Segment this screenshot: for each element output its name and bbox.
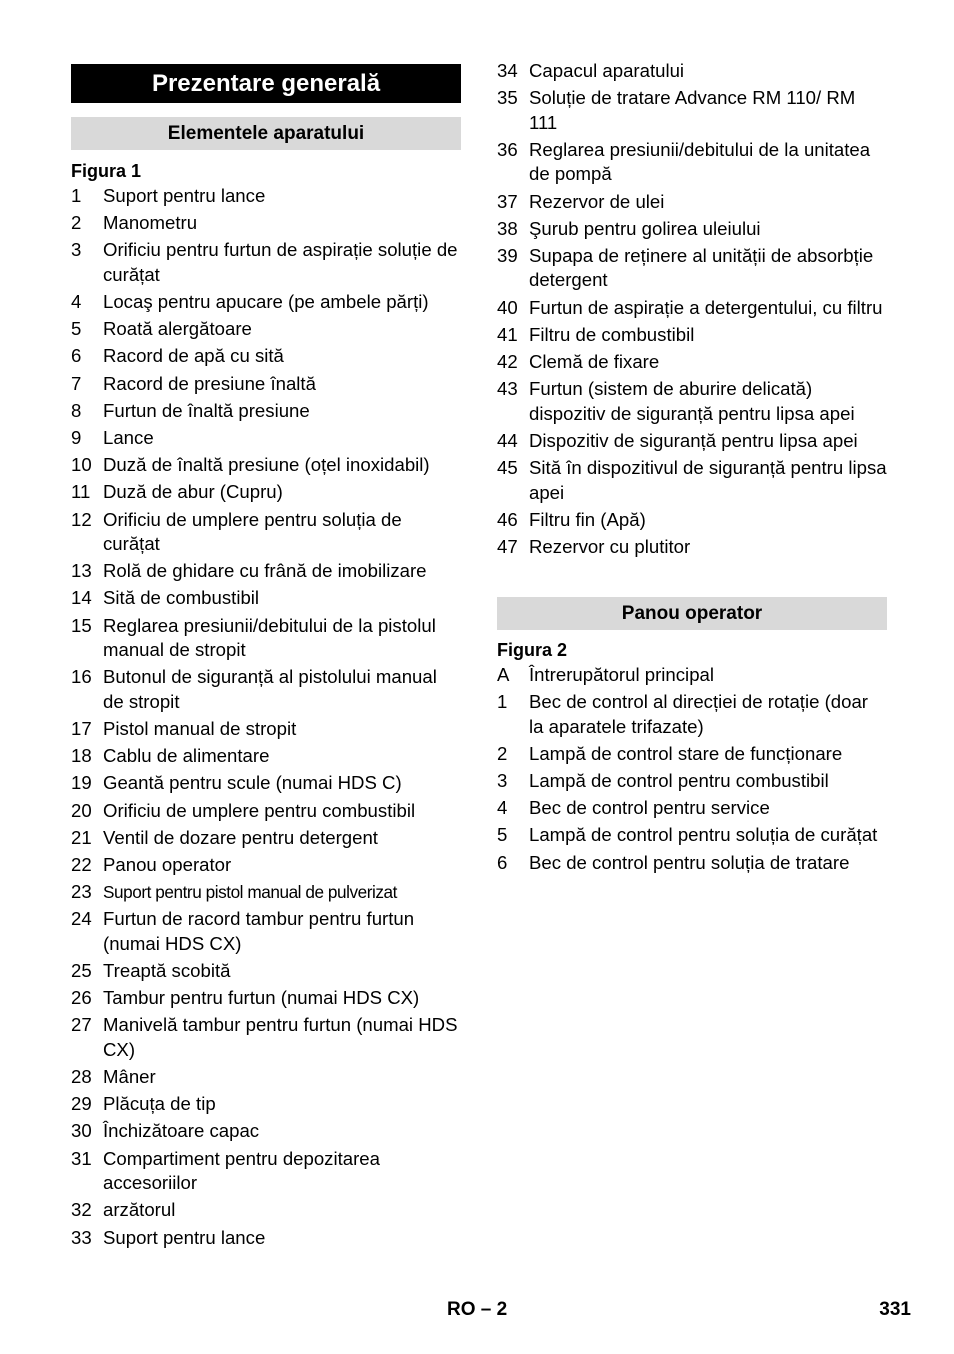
list-item: [71, 717, 461, 742]
item-number: 44: [497, 429, 518, 451]
item-number: 20: [71, 799, 92, 821]
list-item: [497, 508, 887, 533]
list-item: [71, 1119, 461, 1144]
item-number: 12: [71, 508, 92, 530]
item-text: Lance: [103, 427, 154, 448]
list-item: [71, 986, 461, 1011]
item-number: 21: [71, 826, 92, 848]
item-number: 41: [497, 323, 518, 345]
item-number: 11: [71, 481, 91, 503]
item-number: 25: [71, 960, 92, 981]
item-number: 6: [71, 345, 82, 367]
item-text: Rezervor cu plutitor: [529, 535, 691, 557]
list-item: [71, 614, 461, 663]
item-number: 9: [71, 427, 82, 448]
item-text: Cablu de alimentare: [103, 745, 270, 767]
item-text: Furtun de înaltă presiune: [103, 399, 310, 421]
item-number: 1: [71, 185, 82, 206]
item-number: 19: [71, 772, 92, 794]
item-text: Bec de control al direcției de rotație (doar la aparatele trifazate): [529, 691, 868, 737]
item-text: Duză de abur (Cupru): [103, 481, 283, 503]
item-text: Plăcuța de tip: [103, 1093, 216, 1115]
item-number: 3: [497, 770, 508, 792]
item-number: 31: [71, 1147, 92, 1169]
item-text: Clemă de fixare: [529, 351, 660, 372]
list-item: [71, 771, 461, 796]
item-text: Sită de combustibil: [103, 587, 260, 609]
item-text: Manivelă tambur pentru furtun (numai HDS CX): [103, 1014, 458, 1060]
item-number: 22: [71, 853, 92, 875]
item-number: 33: [71, 1226, 92, 1248]
list-item: [71, 211, 461, 236]
item-number: 43: [497, 378, 518, 400]
item-number: 8: [71, 399, 82, 421]
item-text: Reglarea presiunii/debitului de la unitatea de pompă: [529, 138, 871, 185]
item-text: Furtun (sistem de aburire delicată) dispozitiv de siguranță pentru lipsa apei: [529, 378, 855, 424]
item-text: Reglarea presiunii/debitului de la pistolul manual de stropit: [103, 614, 436, 661]
item-number: 29: [71, 1093, 92, 1115]
figure-label-1: Figura 1: [71, 161, 142, 181]
section-heading-elements: Elementele aparatului: [71, 117, 461, 150]
list-item: [71, 453, 461, 478]
item-number: 14: [71, 587, 92, 609]
item-text: Supapa de reținere al unității de absorbție detergent: [529, 244, 874, 291]
item-text: Lampă de control stare de funcționare: [529, 742, 843, 764]
list-item: [71, 1013, 461, 1062]
item-text: Lampă de control pentru soluția de curățat: [529, 824, 878, 846]
item-text: Furtun de racord tambur pentru furtun (numai HDS CX): [103, 908, 415, 954]
item-number: 4: [497, 797, 508, 819]
item-number: 6: [497, 851, 508, 873]
item-text: arzătorul: [103, 1199, 176, 1221]
list-item: [497, 742, 887, 767]
list-item: [497, 663, 887, 688]
list-item: [497, 769, 887, 794]
item-text: Butonul de siguranță al pistolului manual de stropit: [103, 666, 437, 712]
item-number: 30: [71, 1120, 92, 1142]
list-item: [71, 853, 461, 878]
item-text: Rolă de ghidare cu frână de imobilizare: [103, 560, 427, 582]
footer-language-page: RO – 2: [447, 1299, 508, 1320]
item-text: Geantă pentru scule (numai HDS C): [103, 772, 402, 794]
list-item: [497, 456, 887, 505]
item-number: 4: [71, 291, 82, 313]
list-item: [497, 823, 887, 848]
item-text: Orificiu pentru furtun de aspirație soluție de curățat: [103, 239, 458, 285]
list-item: [497, 138, 887, 187]
list-item: [497, 350, 887, 375]
item-text: Închizătoare capac: [103, 1120, 260, 1142]
item-text: Locaş pentru apucare (pe ambele părți): [103, 291, 429, 313]
item-text: Întrerupătorul principal: [529, 664, 715, 685]
list-item: [497, 535, 887, 560]
item-number: 27: [71, 1014, 92, 1036]
item-text: Duză de înaltă presiune (oțel inoxidabil): [103, 454, 430, 476]
list-item: [71, 959, 461, 984]
item-text: Bec de control pentru service: [529, 797, 770, 819]
item-number: 3: [71, 239, 82, 261]
item-number: 2: [497, 742, 508, 764]
item-number: 5: [71, 318, 82, 340]
figure-label-2: Figura 2: [497, 640, 568, 660]
item-text: Filtru fin (Apă): [529, 508, 646, 530]
item-number: 46: [497, 508, 518, 530]
list-item: [497, 59, 887, 84]
item-text: Suport pentru pistol manual de pulverizat: [103, 882, 397, 903]
item-text: Rezervor de ulei: [529, 190, 665, 212]
item-number: 5: [497, 824, 508, 846]
list-item: [71, 880, 461, 905]
item-number: 17: [71, 718, 92, 739]
item-text: Şurub pentru golirea uleiului: [529, 217, 761, 239]
item-number: 45: [497, 457, 518, 479]
list-item: [497, 429, 887, 454]
list-item: [497, 796, 887, 821]
item-text: Suport pentru lance: [103, 185, 266, 206]
list-item: [71, 907, 461, 956]
list-item: [71, 184, 461, 209]
item-text: Ventil de dozare pentru detergent: [103, 826, 378, 848]
item-text: Racord de apă cu sită: [103, 345, 284, 367]
item-number: 36: [497, 138, 518, 160]
item-text: Soluție de tratare Advance RM 110/ RM 111: [529, 87, 856, 133]
item-text: Filtru de combustibil: [529, 323, 695, 345]
item-text: Panou operator: [103, 853, 232, 875]
list-item: [497, 323, 887, 348]
list-item: [71, 399, 461, 424]
list-item: [497, 217, 887, 242]
list-item: [71, 665, 461, 714]
list-item: [71, 317, 461, 342]
list-item: [71, 1198, 461, 1223]
list-item: [71, 480, 461, 505]
item-number: 23: [71, 881, 92, 903]
list-item: [71, 559, 461, 584]
list-item: [71, 1065, 461, 1090]
list-item: [71, 586, 461, 611]
item-number: 38: [497, 217, 518, 239]
item-number: 47: [497, 535, 518, 557]
item-text: Lampă de control pentru combustibil: [529, 770, 829, 792]
list-item: [71, 372, 461, 397]
item-number: A: [497, 664, 510, 685]
item-text: Capacul aparatului: [529, 60, 685, 81]
list-item: [71, 508, 461, 557]
item-text: Tambur pentru furtun (numai HDS CX): [103, 987, 420, 1009]
item-number: 28: [71, 1066, 92, 1088]
elements-list: [71, 184, 461, 1253]
item-text: Treaptă scobită: [103, 960, 231, 981]
list-item: [71, 1092, 461, 1117]
item-number: 13: [71, 560, 92, 582]
item-text: Furtun de aspirație a detergentului, cu filtru: [529, 296, 883, 318]
item-number: 37: [497, 190, 518, 212]
item-text: Suport pentru lance: [103, 1226, 266, 1248]
list-item: [497, 244, 887, 293]
list-item: [497, 190, 887, 215]
item-number: 32: [71, 1199, 92, 1221]
list-item: [71, 426, 461, 451]
item-text: Sită în dispozitivul de siguranță pentru lipsa apei: [529, 457, 887, 503]
list-item: [71, 744, 461, 769]
footer-page-number: 331: [879, 1299, 911, 1320]
item-number: 40: [497, 296, 518, 318]
list-item: [71, 1147, 461, 1196]
list-item: [497, 377, 887, 426]
item-number: 7: [71, 372, 82, 394]
list-item: [497, 86, 887, 135]
page-title: Prezentare generală: [71, 64, 461, 103]
item-number: 24: [71, 908, 92, 930]
list-item: [71, 290, 461, 315]
item-text: Roată alergătoare: [103, 318, 252, 340]
item-number: 26: [71, 987, 92, 1009]
item-number: 16: [71, 666, 92, 688]
item-number: 1: [497, 691, 508, 713]
operator-panel-list: [497, 663, 887, 878]
list-item: [497, 690, 887, 739]
item-number: 18: [71, 745, 92, 767]
item-number: 15: [71, 614, 92, 636]
item-number: 42: [497, 351, 518, 372]
item-text: Bec de control pentru soluția de tratare: [529, 851, 850, 873]
item-number: 10: [71, 454, 92, 476]
elements-list-continued: [497, 59, 887, 562]
item-text: Compartiment pentru depozitarea accesoriilor: [103, 1147, 380, 1194]
item-text: Racord de presiune înaltă: [103, 372, 316, 394]
item-text: Orificiu de umplere pentru soluția de curățat: [103, 508, 402, 555]
item-text: Mâner: [103, 1066, 156, 1088]
list-item: [71, 344, 461, 369]
item-number: 35: [497, 87, 518, 109]
item-text: Pistol manual de stropit: [103, 718, 297, 739]
item-text: Orificiu de umplere pentru combustibil: [103, 799, 416, 821]
section-heading-operator-panel: Panou operator: [497, 597, 887, 630]
item-text: Manometru: [103, 212, 198, 234]
list-item: [497, 851, 887, 876]
list-item: [497, 296, 887, 321]
item-text: Dispozitiv de siguranță pentru lipsa apei: [529, 429, 858, 451]
item-number: 2: [71, 212, 82, 234]
item-number: 39: [497, 244, 518, 266]
list-item: [71, 826, 461, 851]
list-item: [71, 799, 461, 824]
list-item: [71, 1226, 461, 1251]
list-item: [71, 238, 461, 287]
item-number: 34: [497, 60, 518, 81]
